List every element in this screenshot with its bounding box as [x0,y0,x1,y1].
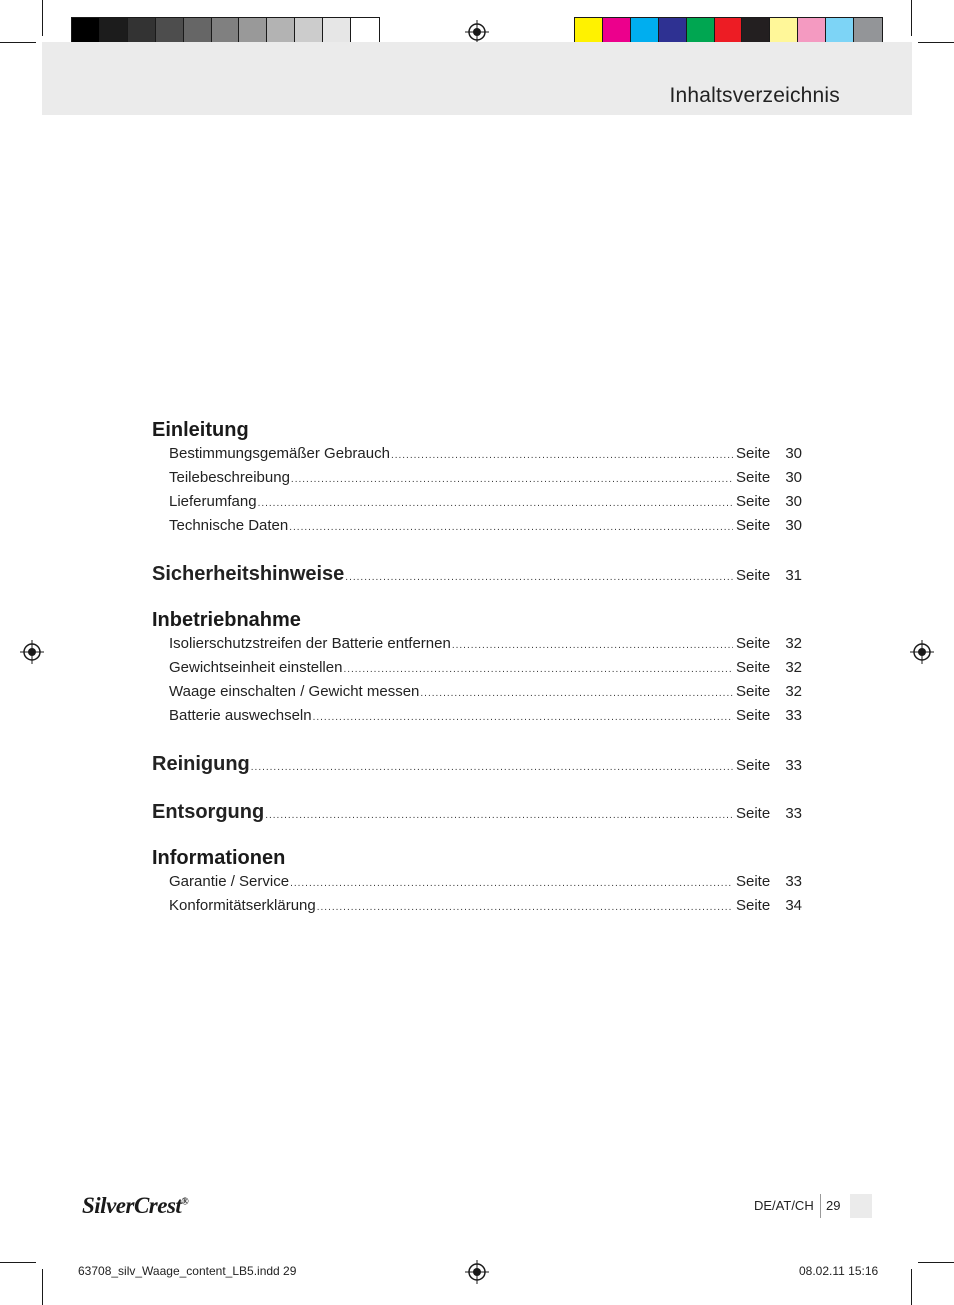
seite-label: Seite [736,897,771,914]
toc-entry[interactable] [152,515,802,539]
region-label: DE/AT/CH [754,1198,814,1213]
print-slug-file: 63708_silv_Waage_content_LB5.indd 29 [78,1264,297,1278]
color-swatch [687,18,715,45]
color-swatch [715,18,743,45]
seite-label: Seite [736,635,771,652]
toc-entry-label: Lieferumfang [169,493,257,510]
page-number: 30 [785,469,802,486]
dot-leader [345,563,733,593]
color-swatch [798,18,826,45]
page-number: 32 [785,683,802,700]
toc-entry-label: Waage einschalten / Gewicht messen [169,683,420,700]
toc-entry-label: Bestimmungsgemäßer Gebrauch [169,445,390,462]
toc-entry[interactable] [152,871,802,895]
color-swatch [128,18,156,45]
registration-mark-icon [465,20,489,44]
dot-leader [251,753,733,783]
color-swatch [72,18,100,45]
color-swatch [323,18,351,45]
toc-entry-label: Teilebeschreibung [169,469,290,486]
seite-label: Seite [736,805,771,822]
seite-label: Seite [736,493,771,510]
color-swatch [659,18,687,45]
page-number: 33 [785,707,802,724]
dot-leader [290,873,733,895]
section-heading: Entsorgung [152,801,265,823]
registered-icon: ® [181,1196,189,1208]
dot-leader [258,493,733,515]
page-tab-box [850,1194,872,1218]
section-heading: Inbetriebnahme [152,609,301,631]
toc-entry-label: Technische Daten [169,517,289,534]
color-swatch [267,18,295,45]
seite-label: Seite [736,707,771,724]
toc-section-informationen [152,845,802,919]
page-number: 33 [785,873,802,890]
seite-label: Seite [736,873,771,890]
color-swatch [742,18,770,45]
section-heading: Informationen [152,847,286,869]
page-number-footer: 29 [826,1198,841,1213]
toc-entry[interactable] [152,633,802,657]
toc-section-einleitung [152,417,802,539]
page-number: 30 [785,517,802,534]
seite-label: Seite [736,567,771,584]
dot-leader [317,897,733,919]
color-swatch [854,18,882,45]
toc-entry[interactable] [152,895,802,919]
color-swatch [100,18,128,45]
page-number: 31 [785,567,802,584]
color-swatch [631,18,659,45]
toc-entry-label: Garantie / Service [169,873,290,890]
section-heading: Einleitung [152,419,249,441]
seite-label: Seite [736,659,771,676]
toc-entry[interactable] [152,443,802,467]
dot-leader [343,659,733,681]
seite-label: Seite [736,469,771,486]
color-swatch [351,18,379,45]
registration-mark-icon [465,1260,489,1284]
footer-divider [820,1194,821,1218]
page-number: 32 [785,659,802,676]
color-swatch [826,18,854,45]
color-swatch [184,18,212,45]
color-swatch [212,18,240,45]
toc-entry[interactable] [152,681,802,705]
toc-entry[interactable] [152,491,802,515]
page-number: 33 [785,757,802,774]
toc-entry[interactable] [152,467,802,491]
page-number: 30 [785,493,802,510]
page-number: 30 [785,445,802,462]
seite-label: Seite [736,757,771,774]
section-heading: Reinigung [152,753,250,775]
page-title: Inhaltsverzeichnis [669,84,840,107]
print-slug-date: 08.02.11 15:16 [799,1264,879,1278]
section-heading: Sicherheitshinweise [152,563,345,585]
toc-entry-label: Gewichtseinheit einstellen [169,659,343,676]
color-swatch [575,18,603,45]
color-swatch [603,18,631,45]
toc-section-inbetriebnahme [152,607,802,729]
toc-entry-entsorgung[interactable] [152,797,802,831]
dot-leader [265,801,733,831]
toc-entry-sicherheitshinweise[interactable] [152,559,802,593]
toc-entry-label: Konformitätserklärung [169,897,316,914]
registration-mark-icon [910,640,934,664]
dot-leader [289,517,733,539]
toc-entry-label: Isolierschutzstreifen der Batterie entfernen [169,635,451,652]
toc-entry[interactable] [152,705,802,729]
seite-label: Seite [736,517,771,534]
toc-entry-label: Batterie auswechseln [169,707,312,724]
seite-label: Seite [736,445,771,462]
color-swatch [156,18,184,45]
toc-entry-reinigung[interactable] [152,749,802,783]
page-number: 34 [785,897,802,914]
logo-text: SilverCrest [82,1193,182,1218]
color-swatch [770,18,798,45]
seite-label: Seite [736,683,771,700]
silvercrest-logo [82,1193,188,1219]
dot-leader [391,445,733,467]
page-number: 33 [785,805,802,822]
toc-entry[interactable] [152,657,802,681]
page-number: 32 [785,635,802,652]
dot-leader [452,635,733,657]
color-swatch [295,18,323,45]
dot-leader [313,707,733,729]
dot-leader [420,683,733,705]
dot-leader [291,469,733,491]
color-swatch [239,18,267,45]
registration-mark-icon [20,640,44,664]
table-of-contents [152,417,802,939]
